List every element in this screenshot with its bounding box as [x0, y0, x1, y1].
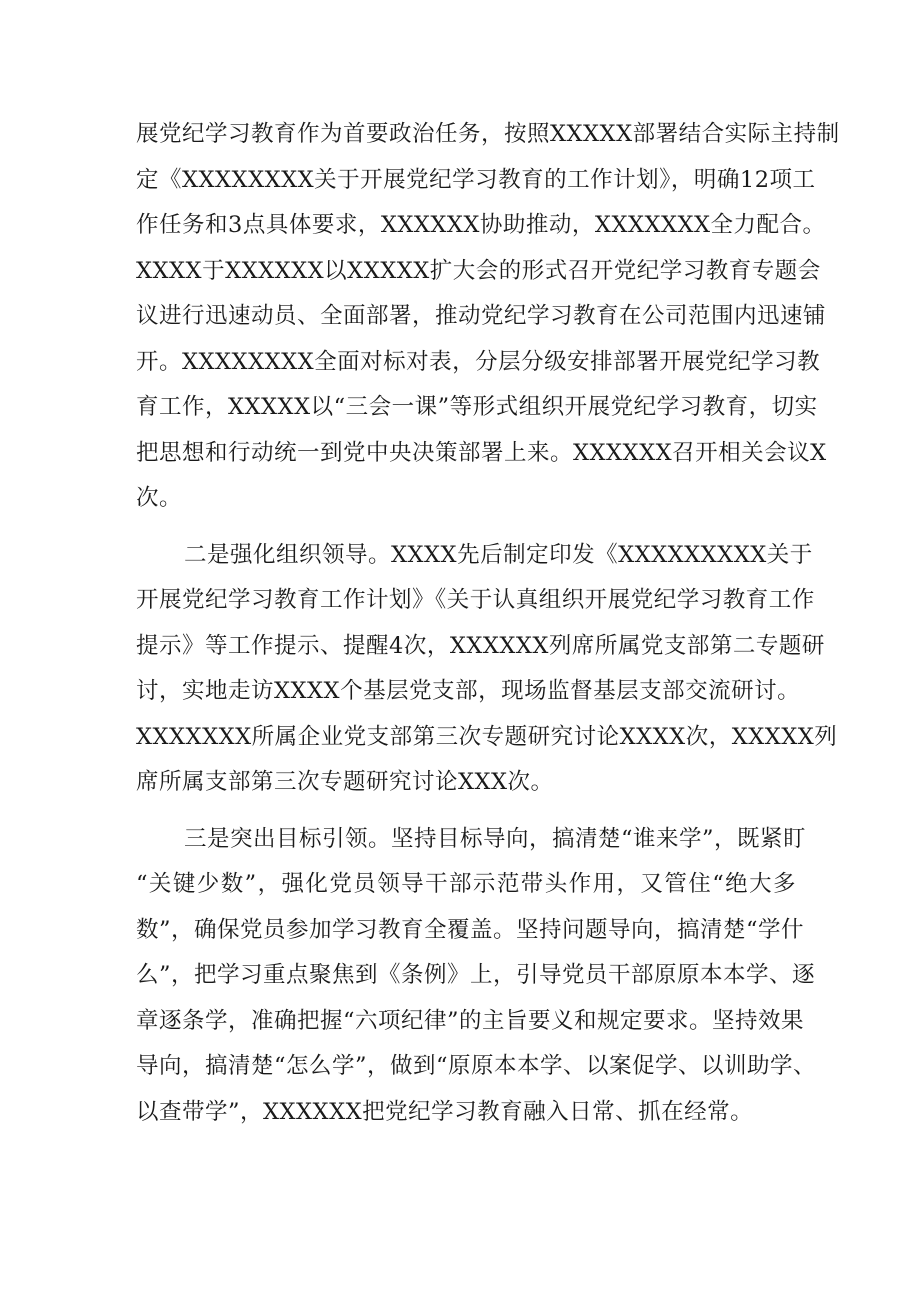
paragraph-3	[136, 817, 817, 1136]
paragraph-line: “关键少数”，强化党员领导干部示范带头作用，又管住“绝大多	[136, 871, 796, 897]
paragraph-line: 三是突出目标引领。坚持目标导向，搞清楚“谁来学”，既紧盯	[184, 825, 807, 852]
paragraph-line: 章逐条学，准确把握“六项纪律”的主旨要义和规定要求。坚持效果	[136, 1007, 805, 1034]
paragraph-line: 提示》等工作提示、提醒4次，XXXXXX列席所属党支部第二专题研	[136, 632, 825, 659]
paragraph-line: XXXX于XXXXXX以XXXXX扩大会的形式召开党纪学习教育专题会	[136, 257, 821, 284]
paragraph-line: 数”，确保党员参加学习教育全覆盖。坚持问题导向，搞清楚“学什	[136, 916, 805, 943]
document-body	[136, 112, 840, 1135]
paragraph-line: 开展党纪学习教育工作计划》《关于认真组织开展党纪学习教育工作	[136, 587, 815, 613]
paragraph-line: XXXXXXX所属企业党支部第三次专题研究讨论XXXX次，XXXXX列	[136, 723, 838, 750]
paragraph-1	[136, 112, 840, 522]
paragraph-line: 开。XXXXXXXX全面对标对表，分层分级安排部署开展党纪学习教	[136, 348, 821, 375]
paragraph-2	[136, 533, 838, 806]
paragraph-line: 二是强化组织领导。XXXX先后制定印发《XXXXXXXXX关于	[184, 541, 813, 568]
paragraph-line: 以查带学”，XXXXXX把党纪学习教育融入日常、抓在经常。	[136, 1098, 754, 1125]
paragraph-line: 育工作，XXXXX以“三会一课”等形式组织开展党纪学习教育，切实	[136, 394, 818, 420]
paragraph-line: 定《XXXXXXXX关于开展党纪学习教育的工作计划》，明确12项工	[136, 166, 816, 193]
paragraph-line: 次。	[136, 485, 183, 511]
paragraph-line: 导向，搞清楚“怎么学”，做到“原原本本学、以案促学、以训助学、	[136, 1053, 817, 1079]
paragraph-line: 么”，把学习重点聚焦到《条例》上，引导党员干部原原本本学、逐	[136, 962, 816, 988]
paragraph-line: 席所属支部第三次专题研究讨论XXX次。	[136, 769, 554, 795]
paragraph-line: 把思想和行动统一到党中央决策部署上来。XXXXXX召开相关会议X	[136, 439, 827, 466]
paragraph-line: 讨，实地走访XXXX个基层党支部，现场监督基层支部交流研讨。	[136, 678, 801, 704]
paragraph-line: 展党纪学习教育作为首要政治任务，按照XXXXX部署结合实际主持制	[136, 121, 840, 147]
paragraph-line: 议进行迅速动员、全面部署，推动党纪学习教育在公司范围内迅速铺	[136, 303, 827, 329]
paragraph-line: 作任务和3点具体要求，XXXXXX协助推动，XXXXXXX全力配合。	[136, 212, 826, 238]
